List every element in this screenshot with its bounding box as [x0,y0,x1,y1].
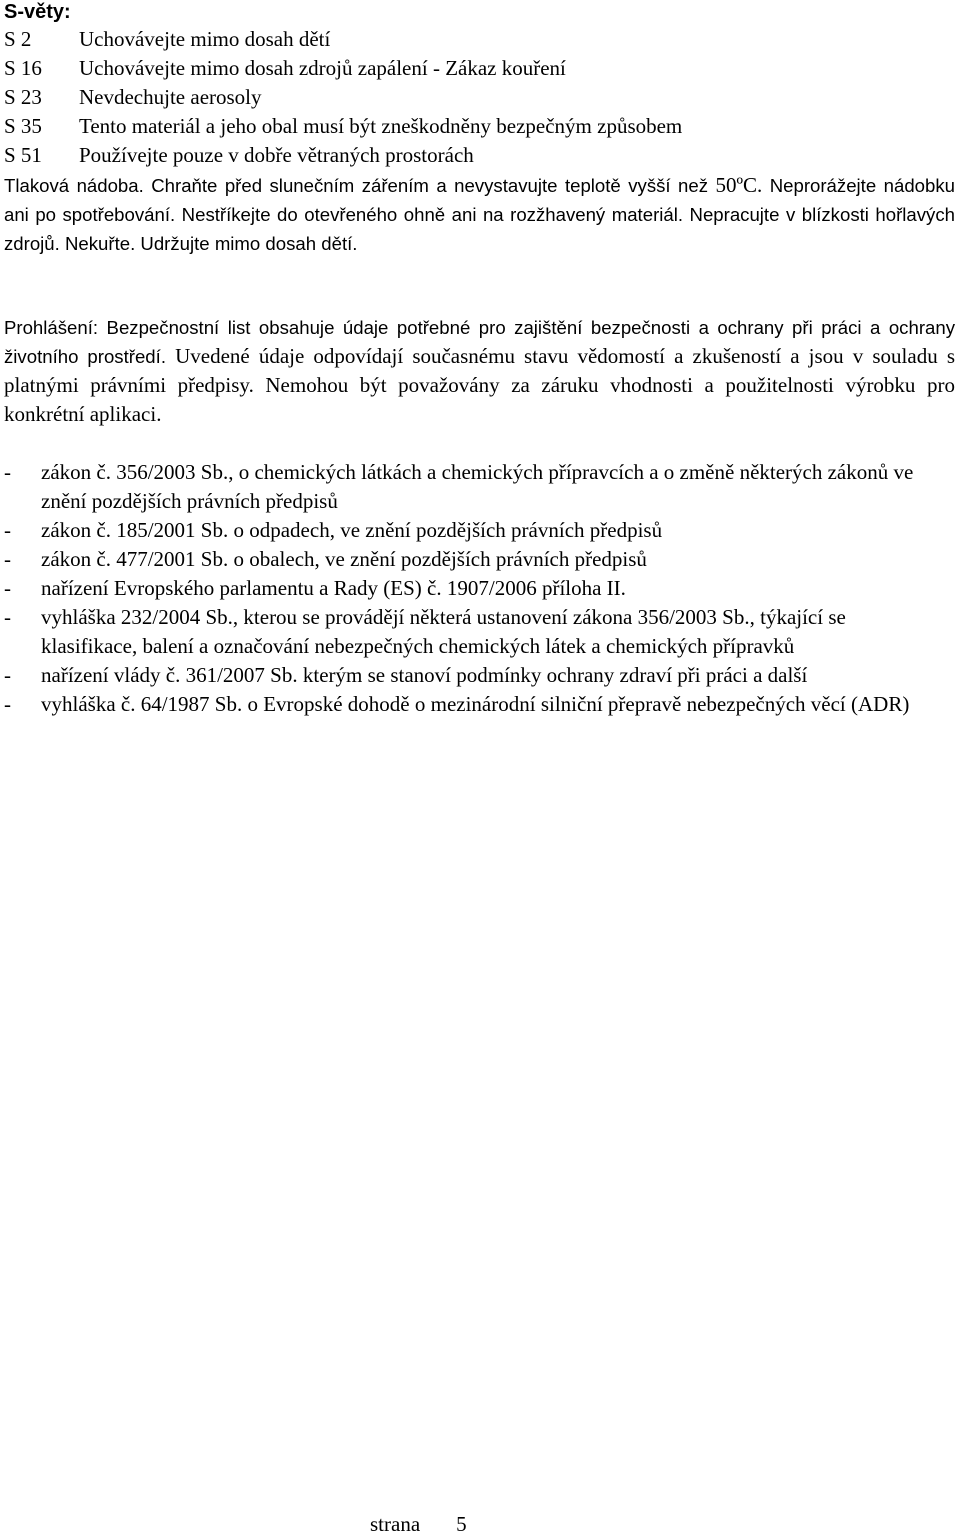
page-footer [370,1512,467,1536]
s-phrase-code: S 23 [4,85,42,109]
s-phrase-row [4,25,330,54]
list-item [4,458,944,516]
declaration-text-a: Prohlášení: Bezpečnostní list obsahuje údaje potřebné pro zajištění bezpečnosti a ochrany při práci a ochrany životního prostředí. [4,317,955,367]
list-item [4,661,944,690]
list-item-text: nařízení Evropského parlamentu a Rady (ES) č. 1907/2006 příloha II. [41,576,626,600]
s-phrase-code: S 2 [4,27,32,51]
pressure-vessel-warning [4,171,955,258]
list-dash: - [4,576,11,600]
list-item [4,516,944,545]
list-dash: - [4,518,11,542]
list-item-text: nařízení vlády č. 361/2007 Sb. kterým se stanoví podmínky ochrany zdraví při práci a další [41,663,808,687]
declaration-paragraph [4,313,955,429]
list-item-text: zákon č. 356/2003 Sb., o chemických látkách a chemických přípravcích a o změně některých zákonů ve znění pozdějších právních předpisů [41,460,914,513]
list-dash: - [4,605,11,629]
declaration-text-b: Uvedené údaje odpovídají současnému stavu vědomostí a zkušeností a jsou v souladu s platnými právními předpisy. Nemohou být považovány za záruku vhodnosti a použitelnosti výrobku pro konkrétní aplikaci. [4,344,955,426]
legal-references-list [4,458,944,719]
pressure-vessel-text-c: Neprorážejte nádobku ani po spotřebování. Nestříkejte do otevřeného ohně ani na rozžhavený materiál. Nepracujte v blízkosti hořlavých zdrojů. Nekuřte. Udržujte mimo dosah dětí. [4,175,955,254]
s-phrase-text: Používejte pouze v dobře větraných prostorách [79,143,474,167]
list-item [4,545,944,574]
s-phrase-row [4,112,682,141]
list-dash: - [4,692,11,716]
list-item-text: vyhláška 232/2004 Sb., kterou se provádějí některá ustanovení zákona 356/2003 Sb., týkající se klasifikace, balení a označování nebezpečných chemických látek a chemických přípravků [41,605,846,658]
section-heading: S-věty: [4,1,71,23]
s-phrase-text: Nevdechujte aerosoly [79,85,262,109]
s-phrase-code: S 51 [4,143,42,167]
pressure-vessel-text-a: Tlaková nádoba. Chraňte před slunečním zářením a nevystavujte teplotě vyšší než [4,175,716,196]
list-item-text: zákon č. 185/2001 Sb. o odpadech, ve znění pozdějších právních předpisů [41,518,663,542]
s-phrase-code: S 35 [4,114,42,138]
s-phrase-row [4,54,566,83]
list-dash: - [4,460,11,484]
list-item [4,574,944,603]
s-phrase-row [4,141,474,170]
s-phrase-text: Tento materiál a jeho obal musí být zneškodněny bezpečným způsobem [79,114,683,138]
s-phrase-code: S 16 [4,56,42,80]
list-item-text: zákon č. 477/2001 Sb. o obalech, ve znění pozdějších právních předpisů [41,547,647,571]
list-dash: - [4,547,11,571]
list-item [4,690,944,719]
list-item [4,603,944,661]
s-phrase-text: Uchovávejte mimo dosah dětí [79,27,331,51]
page-label: strana [370,1512,421,1536]
page-number: 5 [456,1512,467,1536]
list-dash: - [4,663,11,687]
s-phrase-row [4,83,262,112]
s-phrase-text: Uchovávejte mimo dosah zdrojů zapálení - Zákaz kouření [79,56,566,80]
pressure-vessel-temperature: 50ºC. [715,173,763,197]
list-item-text: vyhláška č. 64/1987 Sb. o Evropské dohodě o mezinárodní silniční přepravě nebezpečných věcí (ADR) [41,692,910,716]
